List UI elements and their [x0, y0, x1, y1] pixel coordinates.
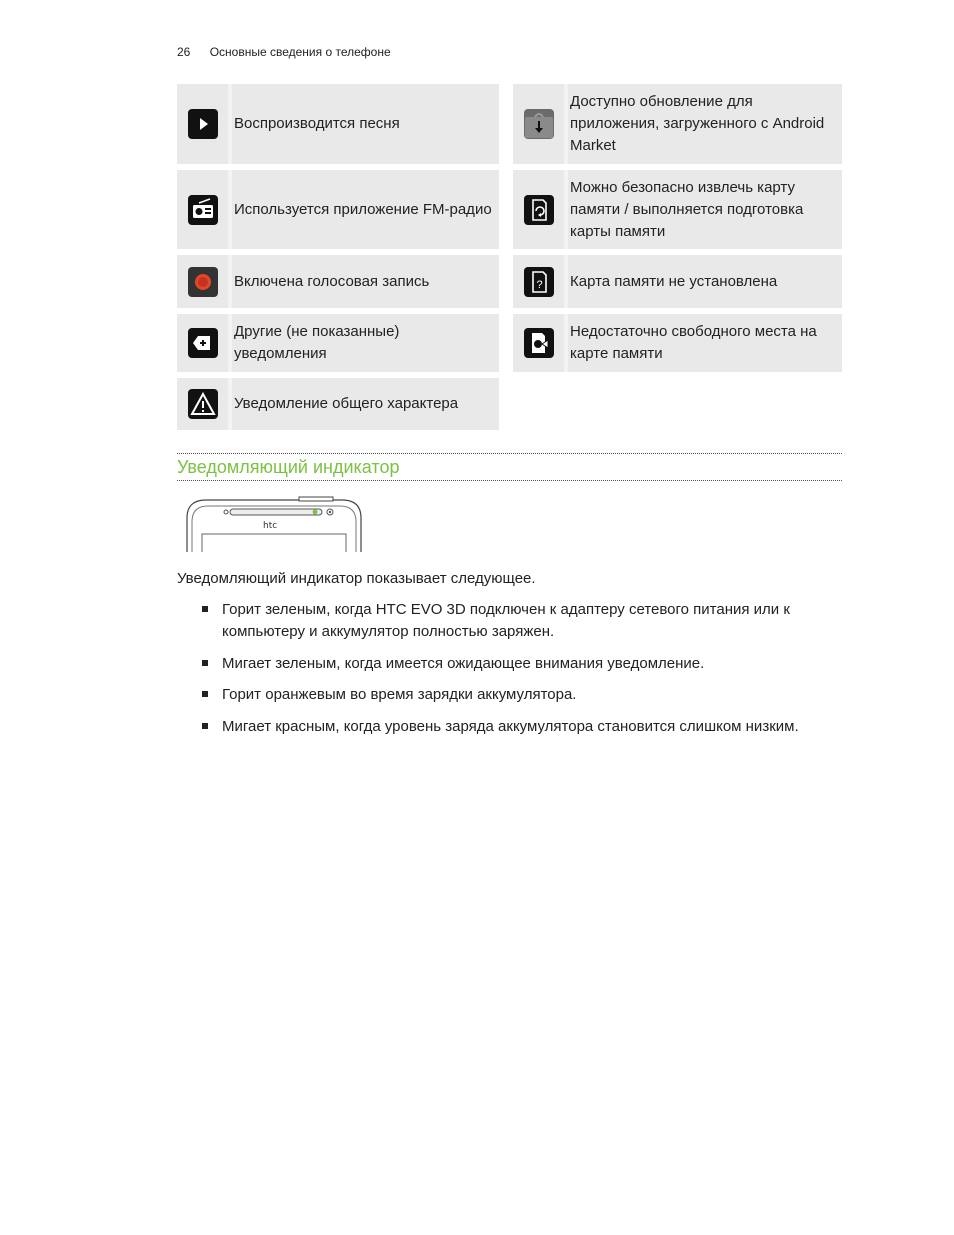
intro-text: Уведомляющий индикатор показывает следующее. — [177, 570, 536, 587]
list-item: Горит оранжевым во время зарядки аккумулятора. — [177, 684, 842, 706]
table-row — [177, 255, 842, 308]
icon-description: Используется приложение FM-радио — [232, 170, 499, 249]
sd-card-missing-icon — [524, 267, 554, 297]
status-icons-table — [177, 84, 842, 430]
phone-illustration — [186, 496, 362, 552]
icon-description: Другие (не показанные) уведомления — [232, 314, 499, 372]
icon-description: Уведомление общего характера — [232, 378, 499, 430]
voice-record-icon — [188, 267, 218, 297]
list-item: Горит зеленым, когда HTC EVO 3D подключен к адаптеру сетевого питания или к компьютеру и аккумулятор полностью заряжен. — [177, 599, 842, 643]
play-icon — [188, 109, 218, 139]
page-number: 26 — [177, 45, 191, 59]
icon-description: Карта памяти не установлена — [568, 255, 842, 308]
chapter-title: Основные сведения о телефоне — [209, 45, 391, 59]
icon-description: Недостаточно свободного места на карте памяти — [568, 314, 842, 372]
table-row — [177, 378, 842, 430]
more-notifications-icon — [188, 328, 218, 358]
section-rule-bottom — [177, 480, 842, 481]
icon-description: Можно безопасно извлечь карту памяти / выполняется подготовка карты памяти — [568, 170, 842, 249]
icon-description: Воспроизводится песня — [232, 84, 499, 164]
phone-brand-logo: htc — [263, 521, 278, 531]
list-item: Мигает красным, когда уровень заряда аккумулятора становится слишком низким. — [177, 716, 842, 738]
market-update-icon — [524, 109, 554, 139]
page-header — [177, 45, 391, 59]
general-notification-icon — [188, 389, 218, 419]
table-row — [177, 170, 842, 249]
fm-radio-icon — [188, 195, 218, 225]
section-rule-top — [177, 453, 842, 454]
list-item: Мигает зеленым, когда имеется ожидающее внимания уведомление. — [177, 653, 842, 675]
indicator-states-list — [177, 599, 842, 747]
section-title: Уведомляющий индикатор — [177, 457, 400, 477]
table-row — [177, 84, 842, 164]
icon-description: Доступно обновление для приложения, загруженного с Android Market — [568, 84, 842, 164]
sd-card-prepare-icon — [524, 195, 554, 225]
icon-description: Включена голосовая запись — [232, 255, 499, 308]
table-row — [177, 314, 842, 372]
svg-text:?: ? — [535, 278, 543, 291]
sd-card-low-space-icon — [524, 328, 554, 358]
